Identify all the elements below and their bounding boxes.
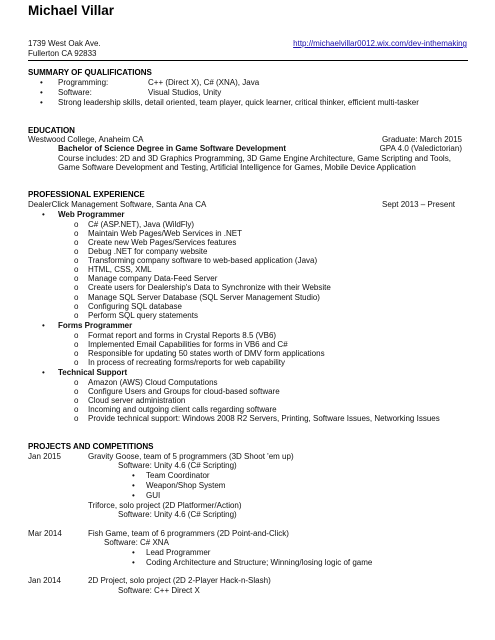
circle-bullet-icon: o bbox=[74, 387, 79, 396]
project-title: Triforce, solo project (2D Platformer/Action) bbox=[88, 501, 242, 510]
project-role: Lead Programmer bbox=[146, 548, 211, 557]
courses-line-1: Course includes: 2D and 3D Graphics Programming, 3D Game Engine Architecture, Game Scripting and Tools, bbox=[58, 154, 451, 163]
duty-item: Implemented Email Capabilities for forms in VB6 and C# bbox=[88, 340, 288, 349]
duty-item: Create new Web Pages/Services features bbox=[88, 238, 237, 247]
project-role: Weapon/Shop System bbox=[146, 481, 226, 490]
duty-item: C# (ASP.NET), Java (WildFly) bbox=[88, 220, 195, 229]
summary-value: Visual Studios, Unity bbox=[148, 88, 222, 97]
duty-item: Incoming and outgoing client calls regarding software bbox=[88, 405, 277, 414]
project-date: Jan 2015 bbox=[28, 452, 61, 461]
circle-bullet-icon: o bbox=[74, 331, 79, 340]
bullet-icon: • bbox=[40, 88, 43, 97]
project-date: Mar 2014 bbox=[28, 529, 62, 538]
bullet-icon: • bbox=[132, 558, 135, 567]
degree-title: Bachelor of Science Degree in Game Software Development bbox=[58, 144, 287, 153]
duty-item: Maintain Web Pages/Web Services in .NET bbox=[88, 229, 242, 238]
bullet-icon: • bbox=[132, 491, 135, 500]
circle-bullet-icon: o bbox=[74, 378, 79, 387]
duty-item: Manage SQL Server Database (SQL Server Management Studio) bbox=[88, 293, 320, 302]
bullet-icon: • bbox=[42, 210, 45, 219]
project-title: Fish Game, team of 6 programmers (2D Point-and-Click) bbox=[88, 529, 289, 538]
school-name: Westwood College, Anaheim CA bbox=[28, 135, 144, 144]
summary-label: Strong leadership skills, detail oriented, team player, quick learner, critical thinker, efficient multi-tasker bbox=[58, 98, 419, 107]
experience-heading: PROFESSIONAL EXPERIENCE bbox=[28, 190, 145, 199]
role-title: Web Programmer bbox=[58, 210, 125, 219]
circle-bullet-icon: o bbox=[74, 414, 79, 423]
projects-heading: PROJECTS AND COMPETITIONS bbox=[28, 442, 154, 451]
circle-bullet-icon: o bbox=[74, 247, 79, 256]
circle-bullet-icon: o bbox=[74, 311, 79, 320]
circle-bullet-icon: o bbox=[74, 238, 79, 247]
circle-bullet-icon: o bbox=[74, 265, 79, 274]
duty-item: Format report and forms in Crystal Reports 8.5 (VB6) bbox=[88, 331, 277, 340]
project-software: Software: C++ Direct X bbox=[118, 586, 200, 595]
role-title: Technical Support bbox=[58, 368, 128, 377]
graduate-date: Graduate: March 2015 bbox=[381, 135, 462, 144]
circle-bullet-icon: o bbox=[74, 220, 79, 229]
circle-bullet-icon: o bbox=[74, 283, 79, 292]
address-line-1: 1739 West Oak Ave. bbox=[28, 39, 101, 48]
bullet-icon: • bbox=[40, 98, 43, 107]
bullet-icon: • bbox=[40, 78, 43, 87]
circle-bullet-icon: o bbox=[74, 340, 79, 349]
summary-value: C++ (Direct X), C# (XNA), Java bbox=[148, 78, 260, 87]
header-divider bbox=[28, 60, 468, 61]
project-software: Software: C# XNA bbox=[104, 538, 169, 547]
circle-bullet-icon: o bbox=[74, 396, 79, 405]
bullet-icon: • bbox=[42, 321, 45, 330]
project-date: Jan 2014 bbox=[28, 576, 61, 585]
duty-item: Transforming company software to web-based application (Java) bbox=[88, 256, 318, 265]
duty-item: Responsible for updating 50 states worth of DMV form applications bbox=[88, 349, 325, 358]
project-software: Software: Unity 4.6 (C# Scripting) bbox=[118, 510, 237, 519]
summary-label: Programming: bbox=[58, 78, 109, 87]
bullet-icon: • bbox=[132, 481, 135, 490]
circle-bullet-icon: o bbox=[74, 405, 79, 414]
bullet-icon: • bbox=[42, 368, 45, 377]
duty-item: HTML, CSS, XML bbox=[88, 265, 152, 274]
duty-item: Create users for Dealership's Data to Synchronize with their Website bbox=[88, 283, 331, 292]
summary-label: Software: bbox=[58, 88, 92, 97]
circle-bullet-icon: o bbox=[74, 229, 79, 238]
project-role: GUI bbox=[146, 491, 161, 500]
duty-item: Configure Users and Groups for cloud-based software bbox=[88, 387, 280, 396]
courses-line-2: Game Software Development and Testing, Artificial Intelligence for Games, Mobile Device Application bbox=[58, 163, 416, 172]
project-role: Team Coordinator bbox=[146, 471, 210, 480]
bullet-icon: • bbox=[132, 548, 135, 557]
employment-dates: Sept 2013 – Present bbox=[382, 200, 455, 209]
circle-bullet-icon: o bbox=[74, 358, 79, 367]
project-software: Software: Unity 4.6 (C# Scripting) bbox=[118, 461, 237, 470]
summary-heading: SUMMARY OF QUALIFICATIONS bbox=[28, 68, 152, 77]
duty-item: In process of recreating forms/reports for web capability bbox=[88, 358, 285, 367]
circle-bullet-icon: o bbox=[74, 349, 79, 358]
circle-bullet-icon: o bbox=[74, 302, 79, 311]
role-title: Forms Programmer bbox=[58, 321, 133, 330]
education-heading: EDUCATION bbox=[28, 126, 75, 135]
duty-item: Provide technical support: Windows 2008 R2 Servers, Printing, Software Issues, Networking Issues bbox=[88, 414, 440, 423]
duty-item: Debug .NET for company website bbox=[88, 247, 208, 256]
resume-name: Michael Villar bbox=[28, 3, 115, 18]
duty-item: Manage company Data-Feed Server bbox=[88, 274, 218, 283]
bullet-icon: • bbox=[132, 471, 135, 480]
gpa: GPA 4.0 (Valedictorian) bbox=[379, 144, 462, 153]
company-name: DealerClick Management Software, Santa Ana CA bbox=[28, 200, 207, 209]
portfolio-link[interactable]: http://michaelvillar0012.wix.com/dev-inthemaking bbox=[293, 39, 467, 48]
circle-bullet-icon: o bbox=[74, 293, 79, 302]
duty-item: Cloud server administration bbox=[88, 396, 186, 405]
address-line-2: Fullerton CA 92833 bbox=[28, 49, 97, 58]
circle-bullet-icon: o bbox=[74, 256, 79, 265]
project-role: Coding Architecture and Structure; Winning/losing logic of game bbox=[146, 558, 373, 567]
circle-bullet-icon: o bbox=[74, 274, 79, 283]
duty-item: Configuring SQL database bbox=[88, 302, 182, 311]
project-title: 2D Project, solo project (2D 2-Player Hack-n-Slash) bbox=[88, 576, 271, 585]
project-title: Gravity Goose, team of 5 programmers (3D Shoot 'em up) bbox=[88, 452, 294, 461]
duty-item: Perform SQL query statements bbox=[88, 311, 198, 320]
duty-item: Amazon (AWS) Cloud Computations bbox=[88, 378, 218, 387]
